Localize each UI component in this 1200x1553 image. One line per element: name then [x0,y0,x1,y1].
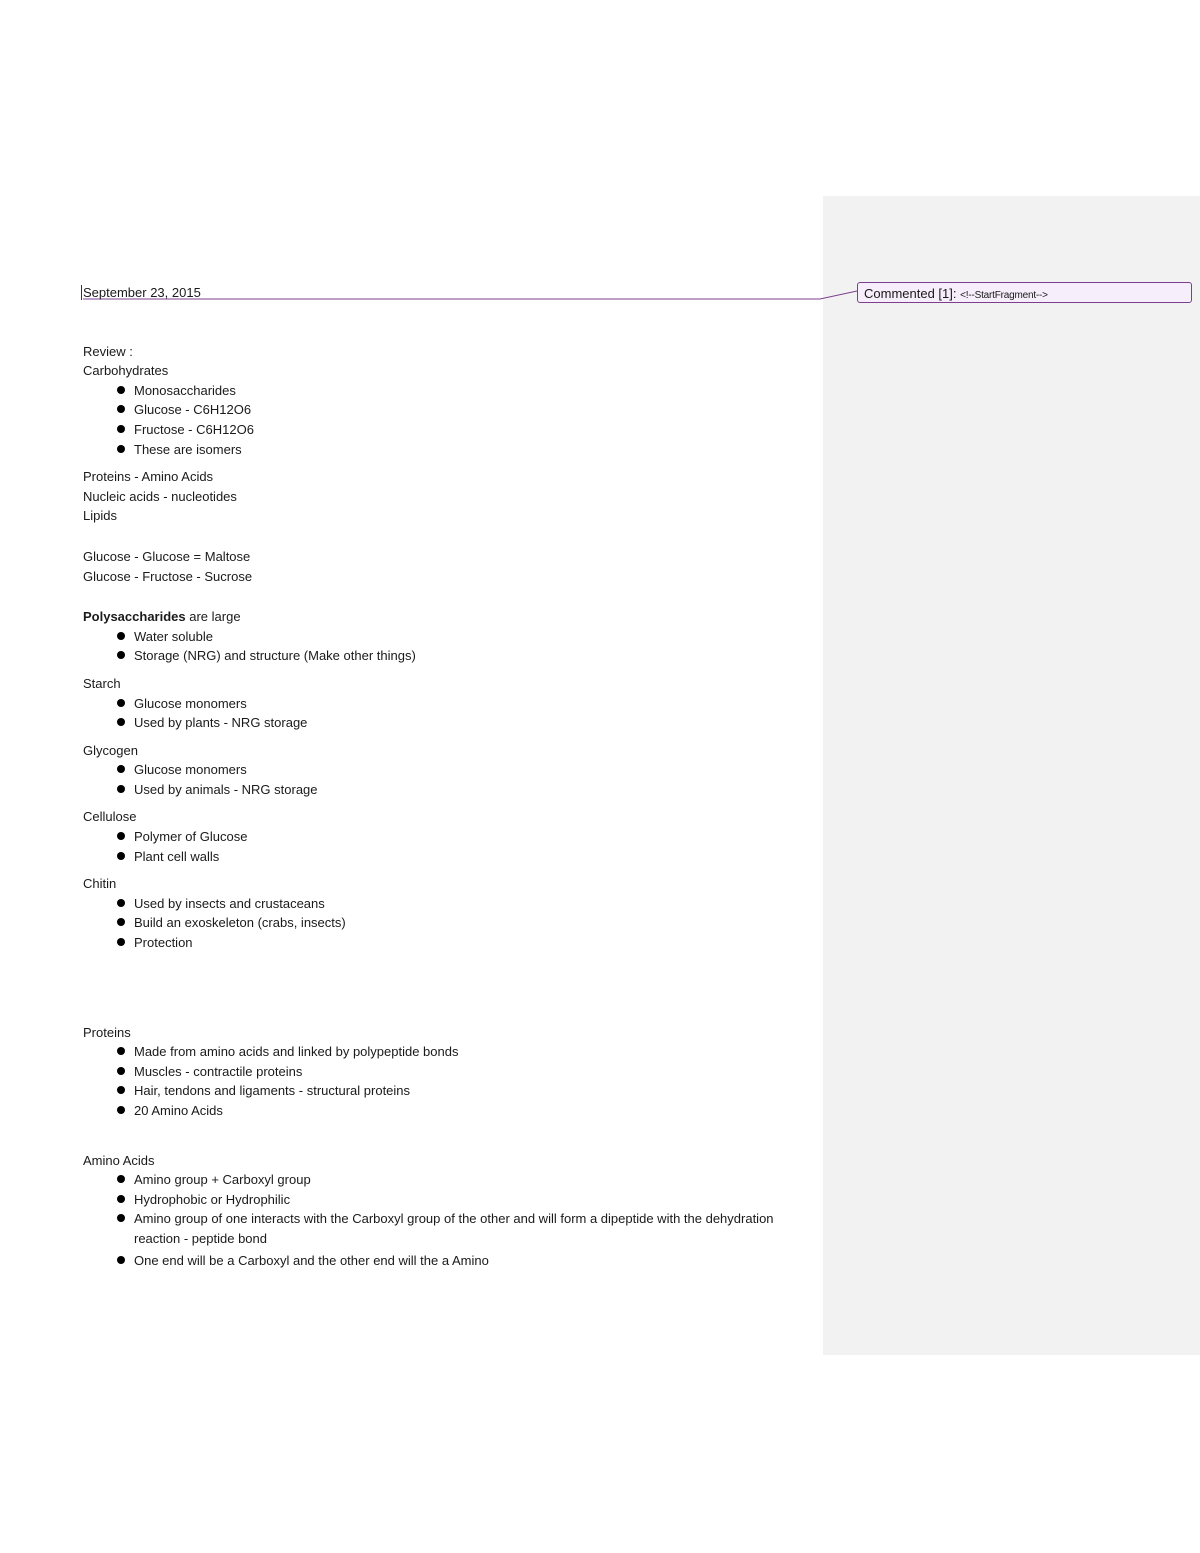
list-item: Glucose - C6H12O6 [83,400,803,420]
list-item: Fructose - C6H12O6 [83,420,803,440]
list-item: Storage (NRG) and structure (Make other things) [83,646,803,666]
amino-acids-list [83,1170,803,1270]
list-item: These are isomers [83,440,803,460]
list-item: Hair, tendons and ligaments - structural proteins [83,1081,803,1101]
list-item: Protection [83,933,803,953]
starch-label: Starch [83,675,121,691]
list-item: Hydrophobic or Hydrophilic [83,1190,803,1210]
comment-pane [823,196,1200,1355]
comment-label: Commented [1]: [864,286,957,301]
text-line: Nucleic acids - nucleotides [83,488,237,504]
chitin-list [83,894,803,953]
document-body [83,283,803,1270]
cellulose-list [83,827,803,866]
list-item: Muscles - contractile proteins [83,1062,803,1082]
proteins-label: Proteins [83,1024,131,1040]
glycogen-list [83,760,803,799]
polysaccharides-list [83,627,803,666]
carbohydrates-label: Carbohydrates [83,363,169,379]
proteins-list [83,1042,803,1120]
text-line: Proteins - Amino Acids [83,469,214,485]
text-line: Glucose - Glucose = Maltose [83,548,251,564]
list-item: Water soluble [83,627,803,647]
text-line: Glucose - Fructose - Sucrose [83,568,253,584]
review-heading: Review : [83,343,133,359]
list-item: Made from amino acids and linked by polypeptide bonds [83,1042,803,1062]
starch-list [83,694,803,733]
amino-acids-label: Amino Acids [83,1152,155,1168]
cellulose-label: Cellulose [83,809,137,825]
list-item: Used by insects and crustaceans [83,894,803,914]
list-item: Used by plants - NRG storage [83,713,803,733]
text-line: Lipids [83,508,117,524]
list-item: One end will be a Carboxyl and the other end will the a Amino [83,1251,803,1271]
document-date[interactable]: September 23, 2015 [83,283,201,303]
list-item: Glucose monomers [83,760,803,780]
glycogen-label: Glycogen [83,742,138,758]
list-item: Glucose monomers [83,694,803,714]
list-item: Amino group of one interacts with the Carboxyl group of the other and will form a dipeptide with the dehydration reaction - peptide bond [83,1209,803,1248]
chitin-label: Chitin [83,876,117,892]
comment-fragment: <!--StartFragment--> [960,290,1048,301]
list-item: Used by animals - NRG storage [83,780,803,800]
list-item: 20 Amino Acids [83,1101,803,1121]
list-item: Plant cell walls [83,847,803,867]
list-item: Build an exoskeleton (crabs, insects) [83,913,803,933]
carbohydrates-list [83,381,803,459]
list-item: Amino group + Carboxyl group [83,1170,803,1190]
list-item: Polymer of Glucose [83,827,803,847]
comment-balloon[interactable] [857,282,1192,303]
polysaccharides-heading: Polysaccharides are large [83,609,241,625]
list-item: Monosaccharides [83,381,803,401]
